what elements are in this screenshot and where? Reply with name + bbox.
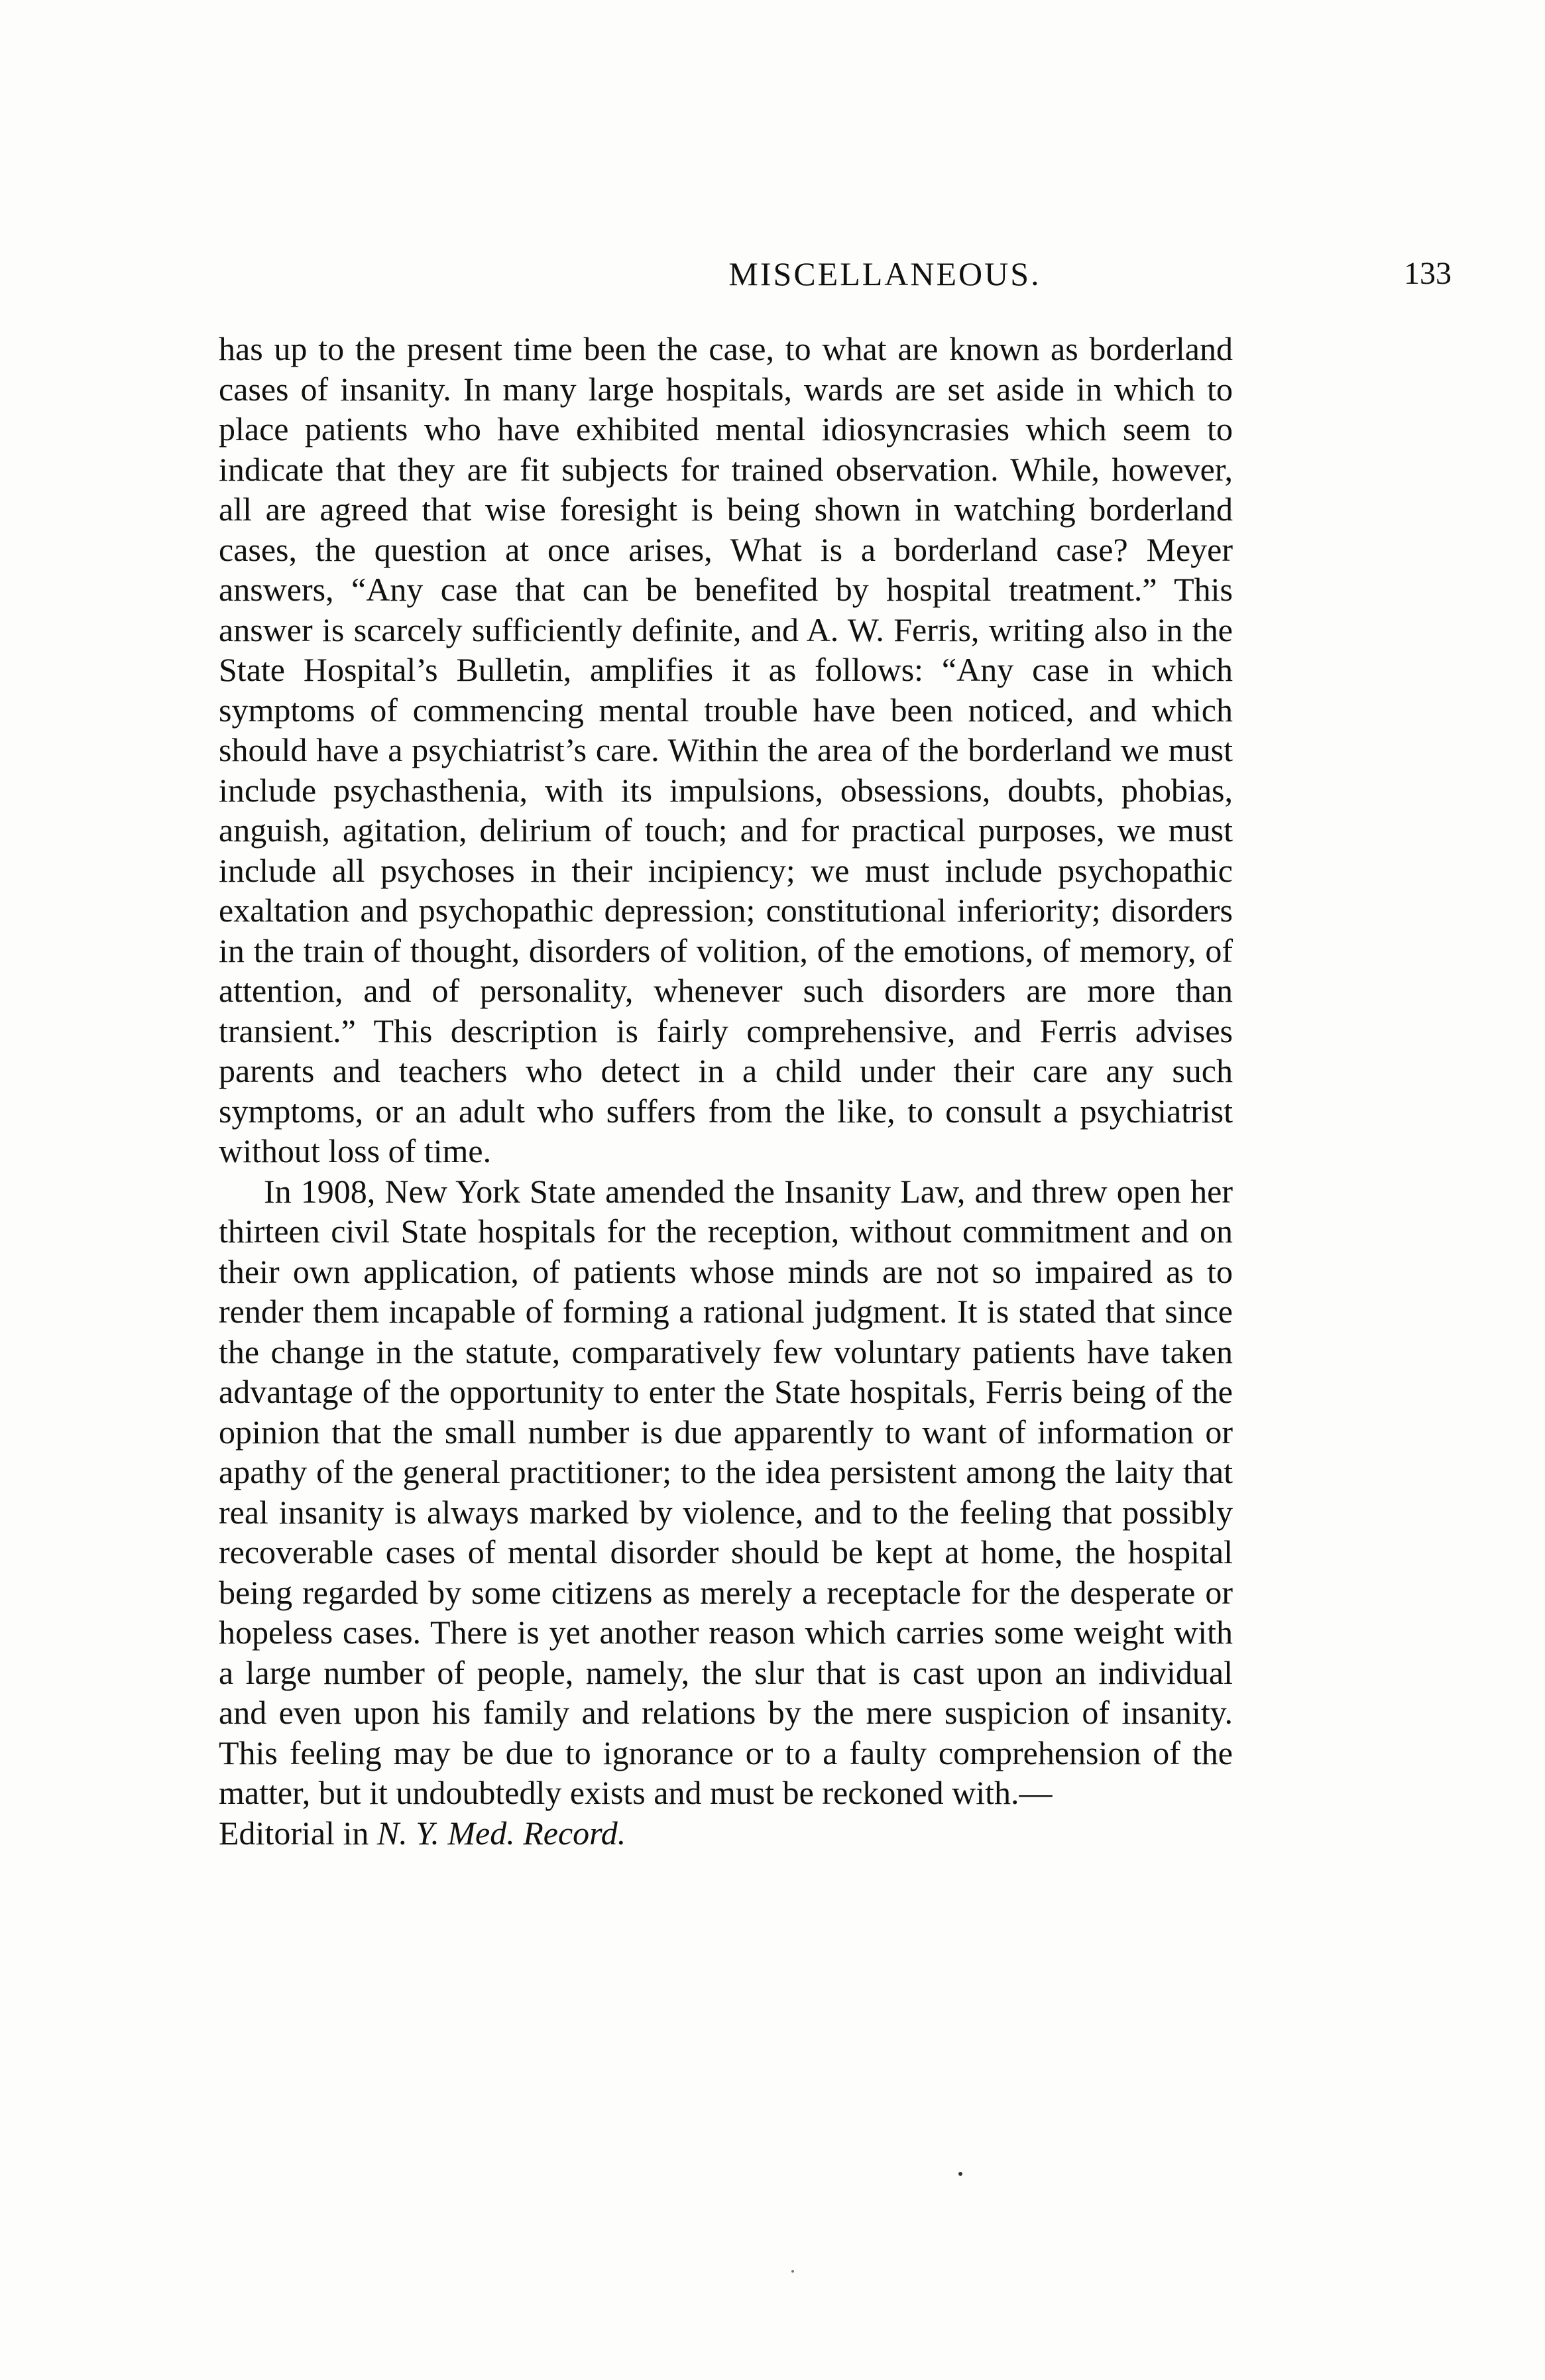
- body-text: [219, 329, 1233, 1853]
- source-prefix: Editorial in: [219, 1814, 377, 1852]
- source-journal: N. Y. Med. Record.: [376, 1814, 626, 1852]
- stray-ink-dot-small: [791, 2270, 794, 2273]
- paragraph-insanity-law-text: In 1908, New York State amended the Insanity Law, and threw open her thirteen civil State hospitals for the reception, without commitment and on their own application, of patients whose minds are not so impaired as to render them incapable of forming a rational judgment. It is stated that since the change in the statute, comparatively few voluntary patients have taken advantage of the opportunity to enter the State hospitals, Ferris being of the opinion that the small number is due apparently to want of information or apathy of the general practitioner; to the idea persistent among the laity that real insanity is always marked by violence, and to the feeling that possibly recoverable cases of mental disorder should be kept at home, the hospital being regarded by some citizens as merely a receptacle for the desperate or hopeless cases. There is yet another reason which carries some weight with a large number of people, namely, the slur that is cast upon an individual and even upon his family and relations by the mere suspicion of insanity. This feeling may be due to ignorance or to a faulty comprehension of the matter, but it undoubtedly exists and must be reckoned with.—: [219, 1172, 1233, 1811]
- stray-ink-dot: [958, 2172, 962, 2176]
- paragraph-continued: has up to the present time been the case, to what are known as borderland cases of insanity. In many large hospitals, wards are set aside in which to place patients who have exhibited mental idiosyncrasies which seem to indicate that they are fit subjects for trained observation. While, however, all are agreed that wise foresight is being shown in watching borderland cases, the question at once arises, What is a borderland case? Meyer answers, “Any case that can be benefited by hospital treatment.” This answer is scarcely sufficiently definite, and A. W. Ferris, writing also in the State Hospital’s Bulletin, amplifies it as follows: “Any case in which symptoms of commencing mental trouble have been noticed, and which should have a psychiatrist’s care. Within the area of the borderland we must include psychasthenia, with its impulsions, obsessions, doubts, phobias, anguish, agitation, delirium of touch; and for practical purposes, we must include all psychoses in their incipiency; we must include psychopathic exaltation and psychopathic depression; constitutional inferiority; disorders in the train of thought, disorders of volition, of the emotions, of memory, of attention, and of personality, whenever such disorders are more than transient.” This description is fairly comprehensive, and Ferris advises parents and teachers who detect in a child under their care any such symptoms, or an adult who suffers from the like, to consult a psychiatrist without loss of time.: [219, 330, 1233, 1169]
- running-head: [318, 251, 1452, 297]
- paragraph-insanity-law: [219, 1171, 1233, 1854]
- page-number: 133: [1404, 256, 1452, 291]
- running-title: MISCELLANEOUS.: [728, 255, 1041, 292]
